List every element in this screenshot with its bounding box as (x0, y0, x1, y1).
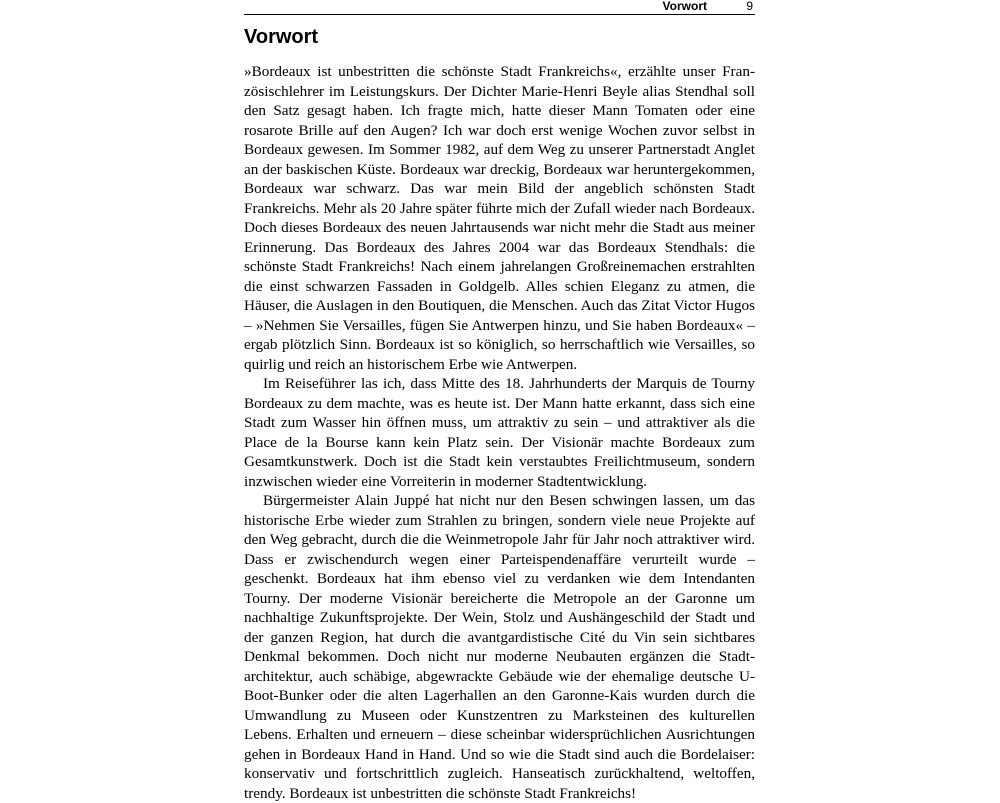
paragraph-2: Im Reiseführer las ich, dass Mitte des 18. Jahrhunderts der Marquis de Tourny Bordeaux zu dem machte, was es heute ist. Der Mann hatte erkannt, dass sich eine Stadt zum Wasser hin öffnen muss, um attraktiv zu sein – und attraktiver als die Place de la Bourse kann kein Platz sein. Der Visionär machte Bordeaux zum Gesamtkunstwerk. Doch ist die Stadt kein verstaubtes Freilichtmuseum, sondern inzwischen wieder eine Vorreiterin in moderner Stadtentwicklung. (244, 375, 755, 490)
running-head-section: Vorwort (662, 0, 707, 13)
body-text (244, 62, 755, 803)
page-number: 9 (746, 0, 753, 13)
chapter-title: Vorwort (244, 26, 319, 48)
book-page (244, 0, 755, 800)
running-head (244, 0, 755, 15)
paragraph-1: »Bordeaux ist unbestritten die schönste Stadt Frankreichs«, erzählte unser Französischlehrer im Leistungskurs. Der Dichter Marie-Henri Beyle alias Stendhal soll den Satz gesagt haben. Ich fragte mich, hatte dieser Mann Tomaten oder eine rosarote Brille auf den Augen? Ich war doch erst wenige Wochen zuvor selbst in Bordeaux gewesen. Im Sommer 1982, auf dem Weg zu unserer Partnerstadt Anglet an der baskischen Küste. Bordeaux war dreckig, Bordeaux war heruntergekommen, Bordeaux war schwarz. Das war mein Bild der angeblich schönsten Stadt Frankreichs. Mehr als 20 Jahre später führte mich der Zufall wieder nach Bordeaux. Doch dieses Bordeaux des neuen Jahrtausends war nicht mehr die Stadt aus meiner Erinnerung. Das Bordeaux des Jahres 2004 war das Bordeaux Stendhals: die schönste Stadt Frankreichs! Nach einem jahrelangen Großreinemachen erstrahlten die einst schwarzen Fassaden in Goldgelb. Alles schien Eleganz zu atmen, die Häuser, die Auslagen in den Boutiquen, die Menschen. Auch das Zitat Victor Hugos – »Nehmen Sie Versailles, fügen Sie Antwerpen hinzu, und Sie haben Bordeaux« – ergab plötzlich Sinn. Bordeaux ist so königlich, so herrschaftlich wie Versailles, so quirlig und reich an historischem Erbe wie Antwerpen. (244, 63, 755, 373)
paragraph-3: Bürgermeister Alain Juppé hat nicht nur den Besen schwingen lassen, um das historische Erbe wieder zum Strahlen zu bringen, sondern viele neue Projekte auf den Weg gebracht, durch die die Weinmetropole Jahr für Jahr noch attraktiver wird. Dass er zwischendurch wegen einer Parteispendenaffäre verurteilt wurde – geschenkt. Bordeaux hat ihm ebenso viel zu verdanken wie dem Intendanten Tourny. Der moderne Visionär bereicherte die Metropole an der Garonne um nachhaltige Zukunftsprojekte. Der Wein, Stolz und Aushängeschild der Stadt und der ganzen Region, hat durch die avantgardistische Cité du Vin sein sichtbares Denkmal bekommen. Doch nicht nur moderne Neubauten ergänzen die Stadtarchitektur, auch schäbige, abgewrackte Gebäude wie der ehemalige deutsche U-Boot-Bunker oder die alten Lagerhallen an den Garonne-Kais wurden durch die Umwandlung zu Museen oder Kunstzentren zu Marksteinen des kulturellen Lebens. Erhalten und erneuern – diese scheinbar widersprüchlichen Ausrichtungen gehen in Bordeaux Hand in Hand. Und so wie die Stadt sind auch die Bordelaiser: konservativ und fortschrittlich zugleich. Hanseatisch zurückhaltend, weltoffen, trendy. Bordeaux ist unbestritten die schönste Stadt Frankreichs! (244, 492, 755, 802)
